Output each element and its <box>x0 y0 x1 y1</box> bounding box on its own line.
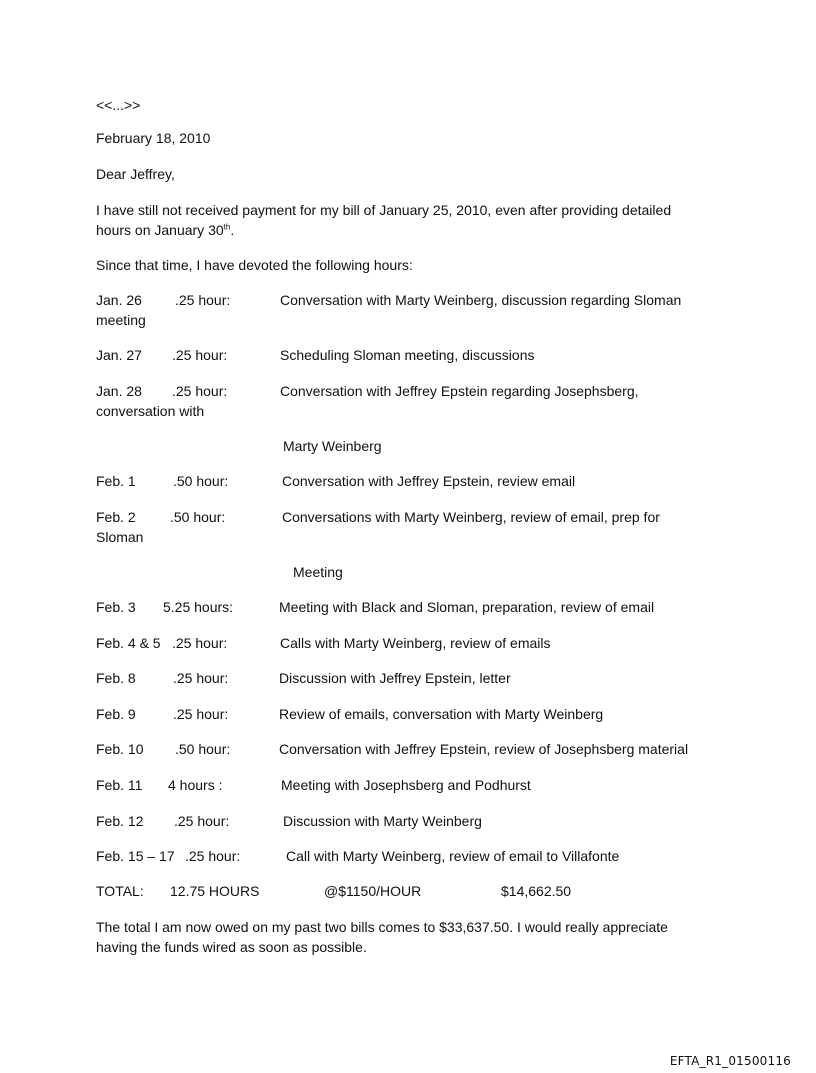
total-label: TOTAL: <box>96 883 144 899</box>
entry-description-continued: Meeting <box>293 564 343 580</box>
entry-date: Feb. 4 & 5 <box>96 635 161 651</box>
entry-hours: .25 hour: <box>173 670 229 686</box>
entry-hours: .25 hour: <box>174 813 230 829</box>
intro-paragraph <box>96 200 708 240</box>
entry-hours: .25 hour: <box>175 292 231 308</box>
entry-row <box>96 507 736 545</box>
entry-row <box>96 668 736 688</box>
entry-description: Meeting with Josephsberg and Podhurst <box>281 777 531 793</box>
header-marker: <<...>> <box>96 97 141 113</box>
entry-date: Feb. 3 <box>96 599 136 615</box>
total-hours: 12.75 HOURS <box>170 883 260 899</box>
entry-row <box>96 290 736 328</box>
entry-description: Conversations with Marty Weinberg, review of email, prep for <box>282 509 660 525</box>
entry-description-wrap: Sloman <box>96 529 144 545</box>
entry-date: Feb. 11 <box>96 777 143 793</box>
entry-hours: .50 hour: <box>173 473 229 489</box>
entry-description-wrap: meeting <box>96 312 146 328</box>
intro-text: I have still not received payment for my bill of January 25, 2010, even after providing detailed hours on January 30 <box>96 202 672 238</box>
entry-date: Feb. 1 <box>96 473 136 489</box>
entry-date: Jan. 28 <box>96 383 142 399</box>
salutation: Dear Jeffrey, <box>96 166 175 182</box>
entry-date: Feb. 9 <box>96 706 136 722</box>
entry-row <box>96 739 736 759</box>
document-id: EFTA_R1_01500116 <box>669 1054 791 1068</box>
entry-description: Discussion with Jeffrey Epstein, letter <box>279 670 511 686</box>
entry-hours: .25 hour: <box>172 347 228 363</box>
entry-description: Scheduling Sloman meeting, discussions <box>280 347 535 363</box>
entry-date: Feb. 8 <box>96 670 136 686</box>
entry-hours: .25 hour: <box>172 383 228 399</box>
entry-description: Call with Marty Weinberg, review of email to Villafonte <box>286 848 620 864</box>
intro-end: . <box>230 222 235 238</box>
hours-lead: Since that time, I have devoted the following hours: <box>96 257 413 273</box>
entry-description: Meeting with Black and Sloman, preparation, review of email <box>279 599 655 615</box>
entry-date: Feb. 10 <box>96 741 144 757</box>
entry-continuation <box>96 436 736 456</box>
entry-row <box>96 811 736 831</box>
total-rate: @$1150/HOUR <box>324 883 422 899</box>
letter-date: February 18, 2010 <box>96 130 211 146</box>
closing-paragraph: The total I am now owed on my past two bills comes to $33,637.50. I would really appreciate having the funds wired as soon as possible. <box>96 919 668 955</box>
entry-description: Calls with Marty Weinberg, review of emails <box>280 635 551 651</box>
entry-description: Review of emails, conversation with Marty Weinberg <box>279 706 604 722</box>
entry-row <box>96 471 736 491</box>
entry-hours: .25 hour: <box>173 706 229 722</box>
entry-row <box>96 633 736 653</box>
entry-hours: 5.25 hours: <box>163 599 234 615</box>
entry-date: Jan. 26 <box>96 292 142 308</box>
entry-description: Conversation with Jeffrey Epstein, review email <box>282 473 576 489</box>
entry-hours: .25 hour: <box>185 848 241 864</box>
entry-hours: .25 hour: <box>172 635 228 651</box>
intro-superscript: th <box>223 222 231 232</box>
entry-date: Jan. 27 <box>96 347 142 363</box>
entry-date: Feb. 2 <box>96 509 136 525</box>
entry-hours: .50 hour: <box>170 509 226 525</box>
entry-hours: 4 hours : <box>168 777 223 793</box>
entry-date: Feb. 15 – 17 <box>96 848 175 864</box>
entry-description: Conversation with Jeffrey Epstein, review of Josephsberg material <box>279 741 689 757</box>
entry-row <box>96 846 736 866</box>
entry-row <box>96 775 736 795</box>
entry-description: Discussion with Marty Weinberg <box>283 813 482 829</box>
entry-continuation <box>96 562 736 582</box>
entry-description: Conversation with Marty Weinberg, discussion regarding Sloman <box>280 292 682 308</box>
entry-hours: .50 hour: <box>175 741 231 757</box>
entry-row <box>96 704 736 724</box>
entry-row <box>96 345 736 365</box>
entry-date: Feb. 12 <box>96 813 144 829</box>
entry-description-continued: Marty Weinberg <box>283 438 382 454</box>
entry-row <box>96 381 736 419</box>
entry-row <box>96 597 736 617</box>
entry-description-wrap: conversation with <box>96 403 205 419</box>
entry-description: Conversation with Jeffrey Epstein regarding Josephsberg, <box>280 383 639 399</box>
total-row <box>96 881 736 901</box>
total-amount: $14,662.50 <box>501 883 572 899</box>
